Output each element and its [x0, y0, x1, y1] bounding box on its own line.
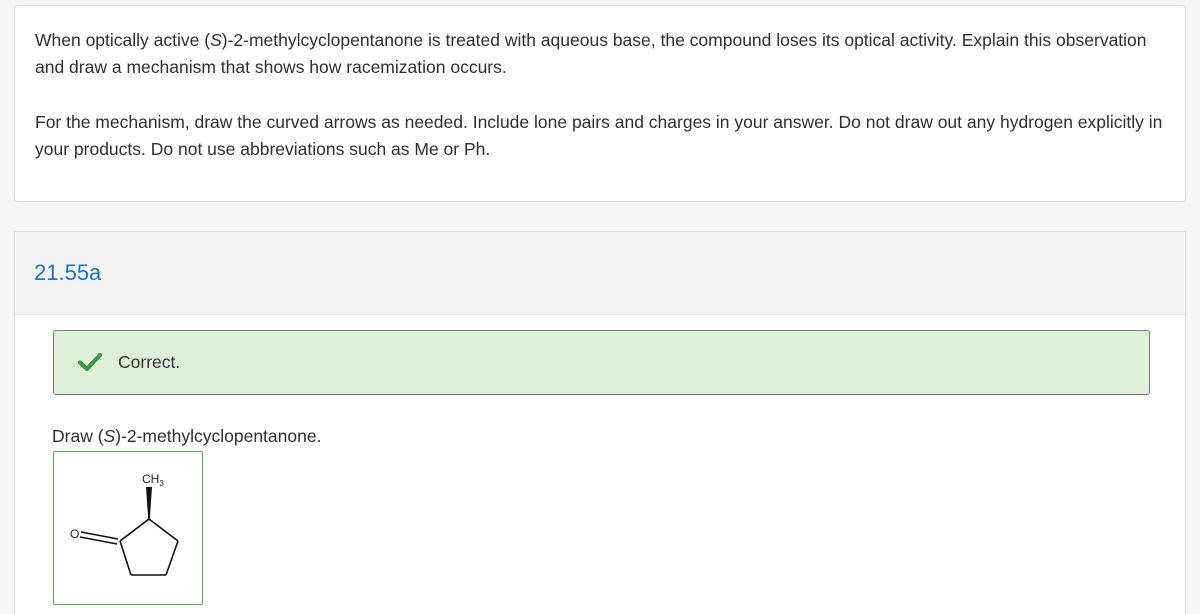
- methyl-label-subscript: 3: [159, 479, 164, 488]
- question-card: [14, 5, 1186, 202]
- ring-bond: [120, 541, 131, 575]
- question-text: [35, 27, 1170, 81]
- structure-answer-box[interactable]: [53, 451, 203, 605]
- check-icon: [78, 352, 102, 372]
- part-header: [15, 232, 1185, 315]
- ring-bond: [120, 519, 149, 541]
- methyl-label: [142, 472, 164, 488]
- draw-prompt: [52, 426, 321, 447]
- question-text-part: )-2-methylcyclopentanone is treated with aqueous base, the compound loses its optical activity. Explain this observation and draw a mechanism that shows how racemization occurs.: [35, 30, 1147, 77]
- part-panel: [14, 231, 1186, 614]
- ring-bond: [149, 519, 178, 541]
- feedback-banner: [53, 330, 1150, 395]
- feedback-status: Correct.: [118, 352, 181, 372]
- oxygen-label: O: [70, 527, 80, 541]
- molecule-drawing: [54, 452, 204, 606]
- wedge-bond: [146, 487, 152, 519]
- question-stereo-descriptor: S: [210, 30, 222, 50]
- draw-prompt-part: Draw (: [52, 426, 104, 446]
- question-instructions: For the mechanism, draw the curved arrows as needed. Include lone pairs and charges in your answer. Do not draw out any hydrogen explicitly in your products. Do not use abbreviations such as Me or Ph.: [35, 112, 1163, 159]
- ring-bond: [166, 541, 178, 575]
- methyl-label-main: CH: [142, 472, 160, 486]
- draw-prompt-part: )-2-methylcyclopentanone.: [115, 426, 322, 446]
- part-title: 21.55a: [34, 260, 102, 285]
- question-text-part: When optically active (: [35, 30, 211, 50]
- draw-prompt-stereo: S: [103, 426, 116, 446]
